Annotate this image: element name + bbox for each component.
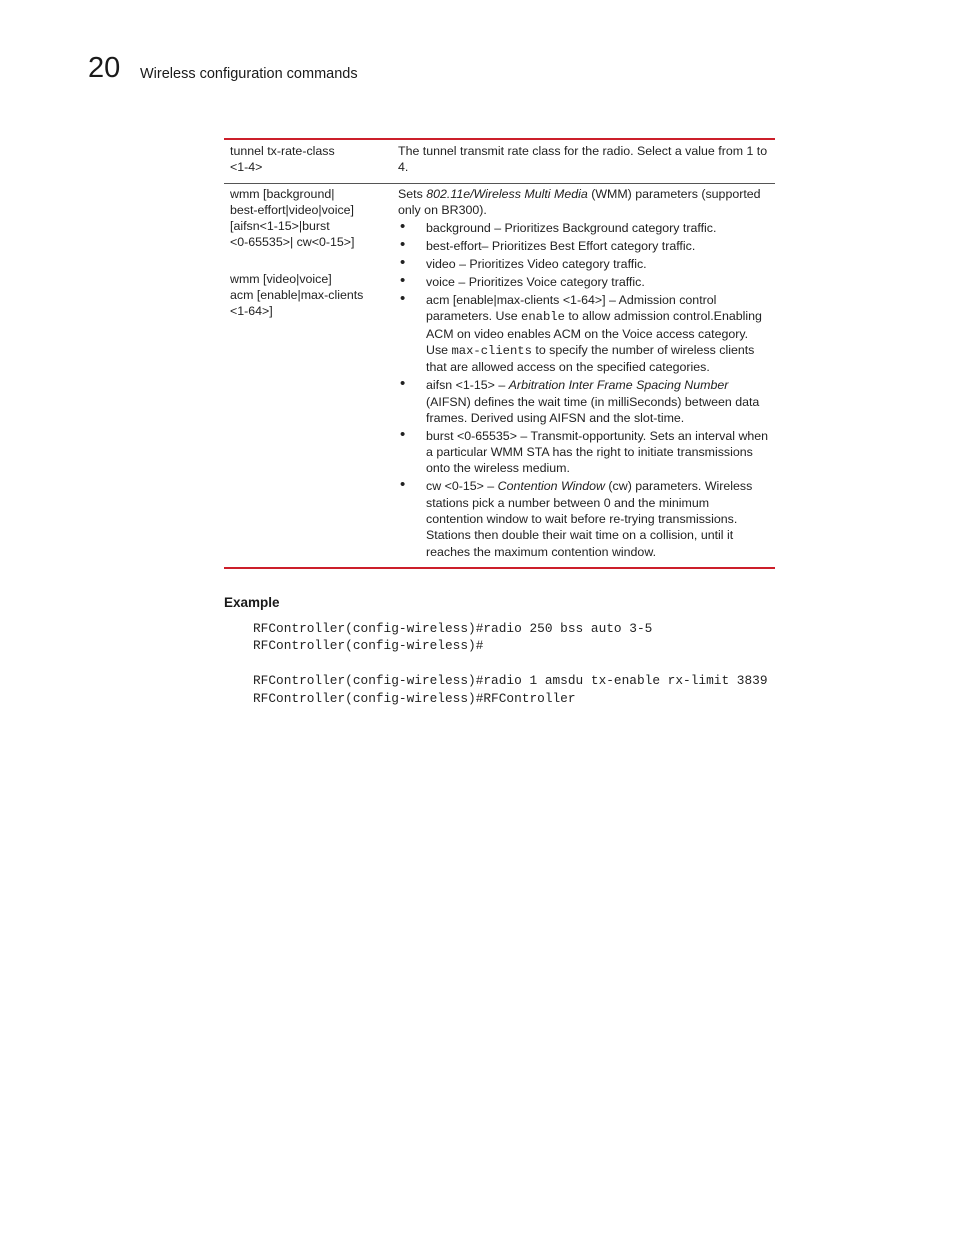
table-row [224,140,775,183]
list-item: • aifsn <1-15> – Arbitration Inter Frame Spacing Number (AIFSN) defines the wait time (in milliSeconds) between data frames. Derived using AIFSN and the slot-time. [398,377,769,426]
list-item: • best-effort– Prioritizes Best Effort category traffic. [398,238,769,254]
table-bottom-rule [224,567,775,569]
wmm-bullet-list [398,220,769,560]
example-heading: Example [224,595,280,610]
code-line: RFController(config-wireless)#radio 1 amsdu tx-enable rx-limit 3839 [253,673,768,689]
chapter-title: Wireless configuration commands [140,66,358,82]
code-example [253,620,768,707]
list-item: • video – Prioritizes Video category traffic. [398,256,769,272]
wmm-intro: Sets 802.11e/Wireless Multi Media (WMM) parameters (supported only on BR300). [398,186,761,217]
list-item: • acm [enable|max-clients <1-64>] – Admission control parameters. Use enable to allow admission control.Enabling ACM on video enables ACM on the Voice access category. Use max-clients to specify the number of wireless clients that are allowed access on the specified categories. [398,292,769,375]
list-item: • voice – Prioritizes Voice category traffic. [398,274,769,290]
code-line: RFController(config-wireless)#radio 250 bss auto 3-5 [253,621,653,636]
code-line [253,655,768,672]
param-cell: tunnel tx-rate-class <1-4> [230,144,335,175]
table-row [224,184,775,567]
param-cell: wmm [background| best-effort|video|voice] [aifsn<1-15>|burst <0-65535>| cw<0-15>] wmm [video|voice] acm [enable|max-clients <1-64>] [230,186,364,319]
code-line: RFController(config-wireless)#RFController [253,690,576,706]
list-item: • burst <0-65535> – Transmit-opportunity. Sets an interval when a particular WMM STA has the right to initiate transmissions onto the wireless medium. [398,428,769,477]
chapter-number: 20 [88,52,121,84]
list-item: • cw <0-15> – Contention Window (cw) parameters. Wireless stations pick a number between 0 and the minimum contention window to wait before re-trying transmissions. Stations then double their wait time on a collision, until it reaches the maximum contention window. [398,478,769,559]
code-line: RFController(config-wireless)# [253,638,484,654]
description-cell [394,184,775,567]
parameter-table [224,138,775,569]
list-item: • background – Prioritizes Background category traffic. [398,220,769,236]
description-cell: The tunnel transmit rate class for the radio. Select a value from 1 to 4. [398,144,768,175]
